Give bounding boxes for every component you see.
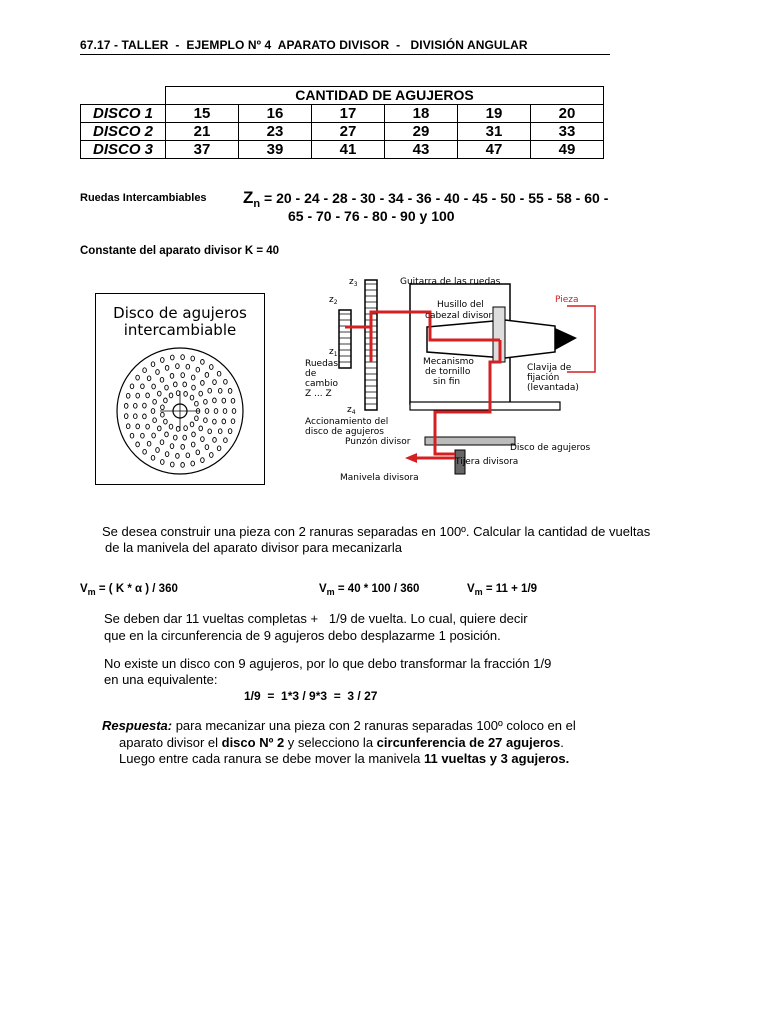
label-ruedas-2: de xyxy=(305,369,317,379)
holes-table xyxy=(80,86,604,159)
table-cell: 49 xyxy=(531,141,604,159)
disco-hole xyxy=(156,448,160,453)
disco-hole xyxy=(161,412,165,417)
disco-hole xyxy=(184,426,188,431)
disco-hole xyxy=(164,419,168,424)
disco-hole xyxy=(195,401,199,406)
disco-hole xyxy=(153,418,157,423)
disco-hole xyxy=(201,360,205,365)
disco-hole xyxy=(191,461,195,466)
table-cell: 20 xyxy=(531,105,604,123)
label-z4: $z_4$ xyxy=(347,405,356,416)
disco-hole xyxy=(181,445,185,450)
label-punzon: Punzón divisor xyxy=(345,437,411,447)
disco-hole xyxy=(205,409,209,414)
label-clavija-2: fijación xyxy=(527,373,560,383)
disco-hole xyxy=(126,393,130,398)
table-cell: 31 xyxy=(458,123,531,141)
problem-line-2: de la manivela del aparato divisor para mecanizarla xyxy=(105,540,402,555)
disco-hole xyxy=(231,419,235,424)
table-row xyxy=(81,141,604,159)
disco-hole xyxy=(201,458,205,463)
disco-hole xyxy=(184,392,188,397)
disco-hole xyxy=(151,362,155,367)
disco-hole xyxy=(223,409,227,414)
disco-hole xyxy=(199,426,203,431)
disco-hole xyxy=(191,375,195,380)
disco-hole xyxy=(183,435,187,440)
explanation-line-2: que en la circunferencia de 9 agujeros debo desplazarme 1 posición. xyxy=(104,628,501,643)
problem-line-1: Se desea construir una pieza con 2 ranuras separadas en 100º. Calcular la cantidad de vueltas xyxy=(102,524,651,539)
disco-hole xyxy=(143,414,147,419)
disco-hole xyxy=(176,427,180,432)
disco-hole xyxy=(191,356,195,361)
disco-hole xyxy=(134,403,138,408)
disco-hole xyxy=(228,429,232,434)
label-mecanismo-3: sin fin xyxy=(433,377,461,387)
disco-hole xyxy=(170,444,174,449)
disco-hole xyxy=(152,384,156,389)
disco-hole xyxy=(183,382,187,387)
disco-hole xyxy=(165,366,169,371)
disco-hole xyxy=(176,364,180,369)
disco-hole xyxy=(196,367,200,372)
disco-hole xyxy=(213,380,217,385)
answer-line-2: aparato divisor el disco Nº 2 y selecciono la circunferencia de 27 agujeros. xyxy=(119,735,564,750)
aparato-divisor-svg xyxy=(305,262,597,486)
disco-hole xyxy=(170,374,174,379)
disco-hole xyxy=(205,373,209,378)
disco-hole xyxy=(213,398,217,403)
disco-hole xyxy=(165,432,169,437)
label-mecanismo-2: de tornillo xyxy=(425,367,471,377)
disco-hole xyxy=(130,384,134,389)
label-pieza: Pieza xyxy=(555,295,579,305)
label-disco: Disco de agujeros xyxy=(510,443,591,453)
disco-hole xyxy=(191,442,195,447)
disco-hole xyxy=(141,433,145,438)
disco-hole xyxy=(151,409,155,414)
disco-hole xyxy=(218,429,222,434)
disco-hole xyxy=(174,435,178,440)
disco-hole xyxy=(222,398,226,403)
disco-hole xyxy=(143,368,147,373)
table-header-row xyxy=(81,87,604,105)
disk-plate xyxy=(425,437,515,445)
disco-hole xyxy=(196,450,200,455)
disco-hole xyxy=(164,398,168,403)
table-corner xyxy=(81,87,166,105)
disco-hole xyxy=(195,416,199,421)
disco-hole xyxy=(222,419,226,424)
table-cell: 19 xyxy=(458,105,531,123)
disco-hole xyxy=(190,422,194,427)
disco-hole xyxy=(130,433,134,438)
gear-z2 xyxy=(339,310,351,368)
disco-hole xyxy=(204,418,208,423)
label-guitarra: Guitarra de las ruedas xyxy=(400,277,501,287)
row-label: DISCO 2 xyxy=(81,123,166,141)
explanation-line-3: No existe un disco con 9 agujeros, por lo que debo transformar la fracción 1/9 xyxy=(104,656,552,671)
label-mecanismo-1: Mecanismo xyxy=(423,357,474,367)
ruedas-values-line2: 65 - 70 - 76 - 80 - 90 y 100 xyxy=(288,208,455,224)
disco-hole xyxy=(186,364,190,369)
label-ruedas-4: Z ... Z xyxy=(305,389,332,399)
disco-hole xyxy=(151,455,155,460)
center-point xyxy=(555,328,577,350)
disco-hole xyxy=(124,404,128,409)
disco-hole xyxy=(161,460,165,465)
disco-hole xyxy=(192,385,196,390)
disco-hole xyxy=(171,462,175,467)
disco-hole xyxy=(208,429,212,434)
disco-hole xyxy=(146,393,150,398)
disco-hole xyxy=(165,452,169,457)
disco-hole xyxy=(161,358,165,363)
label-ruedas-1: Ruedas xyxy=(305,359,339,369)
disco-hole xyxy=(143,449,147,454)
disco-hole xyxy=(217,446,221,451)
formula-1: $V_m$ = ( K * α ) / 360 xyxy=(80,583,178,597)
disco-hole xyxy=(205,445,209,450)
disco-hole xyxy=(174,382,178,387)
table-cell: 41 xyxy=(312,141,385,159)
disco-hole xyxy=(199,391,203,396)
disco-hole xyxy=(213,438,217,443)
disco-hole xyxy=(192,432,196,437)
table-cell: 39 xyxy=(239,141,312,159)
disco-hole xyxy=(224,379,228,384)
table-cell: 27 xyxy=(312,123,385,141)
table-row xyxy=(81,105,604,123)
zn-symbol: Z xyxy=(243,188,254,207)
disco-hole xyxy=(158,391,162,396)
red-arrow-icon xyxy=(405,453,417,463)
disco-hole xyxy=(143,403,147,408)
ruedas-label: Ruedas Intercambiables xyxy=(80,192,207,204)
table-cell: 23 xyxy=(239,123,312,141)
disco-hole xyxy=(146,424,150,429)
disco-hole xyxy=(204,399,208,404)
zn-subscript: n xyxy=(253,198,261,210)
disco-hole xyxy=(136,424,140,429)
label-tijera: Tijera divisora xyxy=(455,457,519,467)
disco-hole xyxy=(213,419,217,424)
disco-title-1: Disco de agujeros xyxy=(113,304,247,322)
ruedas-line1: = 20 - 24 - 28 - 30 - 34 - 36 - 40 - 45 - 50 - 55 - 58 - 60 - xyxy=(260,190,609,206)
disco-hole xyxy=(160,377,164,382)
disco-hole xyxy=(186,453,190,458)
disco-hole xyxy=(160,440,164,445)
disco-hole xyxy=(208,388,212,393)
row-label: DISCO 1 xyxy=(81,105,166,123)
label-husillo-2: cabezal divisor xyxy=(425,311,493,321)
disco-hole xyxy=(169,424,173,429)
disco-hole xyxy=(218,388,222,393)
label-clavija-1: Clavija de xyxy=(527,363,572,373)
disco-hole xyxy=(201,437,205,442)
page-title: 67.17 - TALLER - EJEMPLO Nº 4 APARATO DIVISOR - DIVISIÓN ANGULAR xyxy=(80,38,528,52)
disco-hole xyxy=(147,376,151,381)
disco-hole xyxy=(147,441,151,446)
label-manivela: Manivela divisora xyxy=(340,473,419,483)
fraction-equivalence: 1/9 = 1*3 / 9*3 = 3 / 27 xyxy=(244,689,378,703)
answer-line-1: Respuesta: para mecanizar una pieza con 2 ranuras separadas 100º coloco en el xyxy=(102,718,576,733)
disco-hole xyxy=(214,409,218,414)
table-cell: 21 xyxy=(166,123,239,141)
table-cell: 16 xyxy=(239,105,312,123)
table-cell: 15 xyxy=(166,105,239,123)
disco-hole xyxy=(210,453,214,458)
table-cell: 47 xyxy=(458,141,531,159)
explanation-line-4: en una equivalente: xyxy=(104,672,218,687)
disco-hole xyxy=(232,409,236,414)
answer-label: Respuesta: xyxy=(102,718,173,733)
disco-hole xyxy=(158,426,162,431)
disco-hole xyxy=(156,370,160,375)
disco-hole xyxy=(181,373,185,378)
table-cell: 33 xyxy=(531,123,604,141)
disco-hole xyxy=(201,381,205,386)
formula-2: $V_m = 40 * 100 / 360$ xyxy=(319,583,420,597)
disco-hole xyxy=(224,438,228,443)
disco-hole xyxy=(228,389,232,394)
disco-hole xyxy=(124,414,128,419)
label-ruedas-3: cambio xyxy=(305,379,338,389)
table-header: CANTIDAD DE AGUJEROS xyxy=(166,87,604,105)
disco-hole xyxy=(161,405,165,410)
disco-hole xyxy=(152,433,156,438)
label-accionamiento-1: Accionamiento del xyxy=(305,417,389,427)
table-cell: 29 xyxy=(385,123,458,141)
disco-hole xyxy=(231,398,235,403)
disco-hole xyxy=(176,454,180,459)
formula-3: $V_m = 11 + 1/9$ xyxy=(467,583,538,597)
disco-hole xyxy=(136,393,140,398)
disco-hole xyxy=(136,442,140,447)
ruedas-values-line1 xyxy=(243,188,608,210)
base-plate xyxy=(410,402,560,410)
disco-hole xyxy=(210,365,214,370)
explanation-line-1: Se deben dar 11 vueltas completas + 1/9 de vuelta. Lo cual, quiere decir xyxy=(104,611,528,626)
disco-title-2: intercambiable xyxy=(123,321,237,339)
header-divider xyxy=(80,54,610,55)
disco-hole xyxy=(153,399,157,404)
disco-agujeros-svg xyxy=(96,294,264,484)
table-cell: 17 xyxy=(312,105,385,123)
disco-hole xyxy=(171,355,175,360)
label-z3: $z_3$ xyxy=(349,277,358,288)
disco-hole xyxy=(165,385,169,390)
row-label: DISCO 3 xyxy=(81,141,166,159)
disco-hole xyxy=(181,355,185,360)
label-z2: $z_2$ xyxy=(329,295,338,306)
label-accionamiento-2: disco de agujeros xyxy=(305,427,384,437)
aparato-divisor-figure xyxy=(305,262,597,486)
disco-hole xyxy=(141,384,145,389)
label-clavija-3: (levantada) xyxy=(527,383,579,393)
disco-hole xyxy=(169,393,173,398)
label-husillo-1: Husillo del xyxy=(437,300,484,310)
disco-hole xyxy=(136,375,140,380)
disco-hole xyxy=(126,424,130,429)
disco-hole xyxy=(176,391,180,396)
disco-hole xyxy=(217,371,221,376)
disco-hole xyxy=(181,463,185,468)
label-z1: $z_1$ xyxy=(329,347,338,358)
table-cell: 43 xyxy=(385,141,458,159)
answer-line-3: Luego entre cada ranura se debe mover la manivela 11 vueltas y 3 agujeros. xyxy=(119,751,570,766)
table-cell: 37 xyxy=(166,141,239,159)
table-cell: 18 xyxy=(385,105,458,123)
disco-agujeros-figure xyxy=(95,293,265,485)
disco-hole xyxy=(190,395,194,400)
disco-hole xyxy=(134,414,138,419)
constante-text: Constante del aparato divisor K = 40 xyxy=(80,245,280,257)
table-row xyxy=(81,123,604,141)
